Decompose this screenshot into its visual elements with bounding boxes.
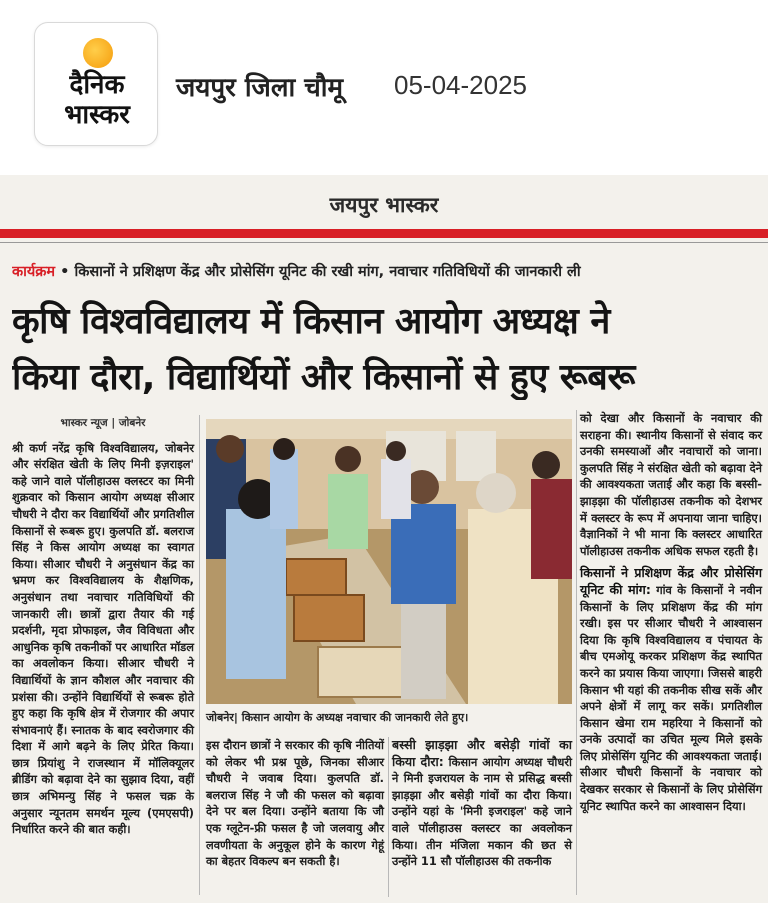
logo-text-line2: भास्कर: [64, 100, 130, 130]
column-3-text-part1: को देखा और किसानों के नवाचार की सराहना की। स्थानीय किसानों से संवाद कर उनकी समस्याओं और नवाचारों को जाना। कुलपति सिंह ने संरक्षित खेती को बढ़ावा देने की आवश्यकता जताई और कहा कि बस्सी-झाड़झा की पॉलीहाउस तकनीक को देशभर में क्लस्टर के रूप में अपनाया जाना चाहिए। वैज्ञानिकों ने भी माना कि क्लस्टर आधारित पॉलीहाउस तकनीक अधिक सफल रहती है।: [580, 411, 762, 558]
article-photo: [206, 419, 572, 704]
masthead-thin-rule: [0, 242, 768, 243]
column-divider: [199, 415, 200, 895]
column-1-text: श्री कर्ण नरेंद्र कृषि विश्वविद्यालय, जोबनेर और संरक्षित खेती के लिए मिनी इज़राइल' कहे जाने वाले पॉलीहाउस क्लस्टर का मिनी शुक्रवार को किसान आयोग अध्यक्ष सीआर चौधरी ने दौरा कर विद्यार्थियों और प्रगतिशील किसानों से रूबरू हुए। कुलपति डॉ. बलराज सिंह ने किस आयोग अध्यक्ष का स्वागत किया। सीआर चौधरी ने अनुसंधान केंद्र का भ्रमण कर विश्वविद्यालय के शैक्षणिक, अनुसंधान तथा नवाचार गतिविधियों की जानकारी ली। छात्रों द्वारा तैयार की गई प्रदर्शनी, मृदा प्रोफाइल, जैव विविधता और आधुनिक कृषि तकनीकों पर आधारित मॉडल का अवलोकन किया। सीआर चौधरी ने विद्यार्थियों के ज्ञान कौशल और नवाचार की प्रशंसा की। उन्होंने विद्यार्थियों से रूबरू होते हुए कहा कि कृषि क्षेत्र में रोजगार की अपार संभावनाएं हैं। स्नातक के बाद स्वरोजगार की दिशा में आगे बढ़ने के लिए प्रेरित किया। छात्र प्रियांशु ने राजस्थान में मॉलिक्यूलर ब्रीडिंग को बढ़ावा देने का सुझाव दिया, वहीं छात्र अभिमन्यु सिंह ने फसल चक्र के अनुसार न्यूनतम समर्थन मूल्य (एमएसपी) निर्धारित करने की बात कही।: [12, 440, 194, 837]
article-column-2a: इस दौरान छात्रों ने सरकार की कृषि नीतियों को लेकर भी प्रश्न पूछे, जिनका सीआर चौधरी ने जवाब दिया। कुलपति डॉ. बलराज सिंह ने जौ की फसल को बढ़ावा देने पर बल दिया। उन्होंने बताया कि जौ एक ग्लूटेन-फ्री फसल है जो जलवायु और लवणीयता के अनुकूल होने के कारण गेहूं का बेहतर विकल्प बन सकती है।: [206, 738, 384, 869]
photo-caption: जोबनेर| किसान आयोग के अध्यक्ष नवाचार की जानकारी लेते हुए।: [206, 711, 469, 724]
kicker-text: • किसानों ने प्रशिक्षण केंद्र और प्रोसेसिंग यूनिट की रखी मांग, नवाचार गतिविधियों की जानकारी ली: [60, 264, 581, 280]
column-divider: [576, 410, 577, 895]
sun-icon: [83, 38, 113, 68]
column-2b-text: किसान आयोग अध्यक्ष चौधरी ने मिनी इजरायल के नाम से प्रसिद्ध बस्सी झाड़झा और बसेड़ी गांवों का दौरा किया। उन्होंने यहां के 'मिनी इजराइल' कहे जाने वाले पॉलीहाउस क्लस्टर का अवलोकन किया। तीन मंजिला मकान की छत से उन्होंने 11 सौ पॉलीहाउस की तकनीक: [392, 754, 572, 869]
column-3-text-part2: गांव के किसानों ने नवीन किसानों के लिए प्रशिक्षण केंद्र की मांग रखी। इस पर सीआर चौधरी ने आश्वासन दिया कि कृषि विश्वविद्यालय व पंचायत के बीच एमओयू करकर प्रशिक्षण केंद्र स्थापित करने का प्रयास किया जाएगा। जिससे बाहरी किसान भी यहां की तकनीक सीख सकें और अपने क्षेत्रों में लागू कर सकें। प्रगतिशील किसान खेमा राम महरिया ने किसानों को उनके उत्पादों का उचित मूल्य मिले इसके लिए प्रोसेसिंग यूनिट की आवश्यकता जताई। सीआर चौधरी किसानों के नवाचार को देखकर सरकार से किसानों के लिए प्रोसेसिंग यूनिट स्थापित करने का आश्वासन दिया।: [580, 582, 762, 813]
edition-title: जयपुर जिला चौमू: [176, 73, 344, 103]
photo-illustration: [206, 419, 572, 704]
dainik-bhaskar-logo[interactable]: [34, 22, 158, 146]
subhead-villages: बस्सी झाड़झा और बसेड़ी गांवों का किया दौरा:: [392, 737, 572, 769]
article-column-3: [580, 410, 762, 814]
app-header: [0, 0, 768, 175]
kicker-tag: कार्यक्रम: [12, 264, 56, 280]
headline-line1: कृषि विश्वविद्यालय में किसान आयोग अध्यक्ष ने: [12, 301, 610, 342]
logo-text-line1: दैनिक: [69, 70, 125, 100]
article-column-2b: [392, 737, 572, 870]
byline: भास्कर न्यूज | जोबनेर: [60, 417, 146, 429]
headline-line2: किया दौरा, विद्यार्थियों और किसानों से हुए रूबरू: [12, 357, 635, 398]
masthead: जयपुर भास्कर: [329, 193, 439, 217]
masthead-red-rule: [0, 229, 768, 238]
column-divider: [388, 737, 389, 897]
article-column-1: [12, 415, 194, 838]
kicker-line: [12, 261, 762, 281]
edition-date: 05-04-2025: [394, 70, 527, 100]
newspaper-clipping: [0, 175, 768, 903]
column-3-section: [580, 565, 762, 814]
subhead-training-demand: किसानों ने प्रशिक्षण केंद्र और प्रोसेसिंग यूनिट की मांग:: [580, 565, 762, 597]
